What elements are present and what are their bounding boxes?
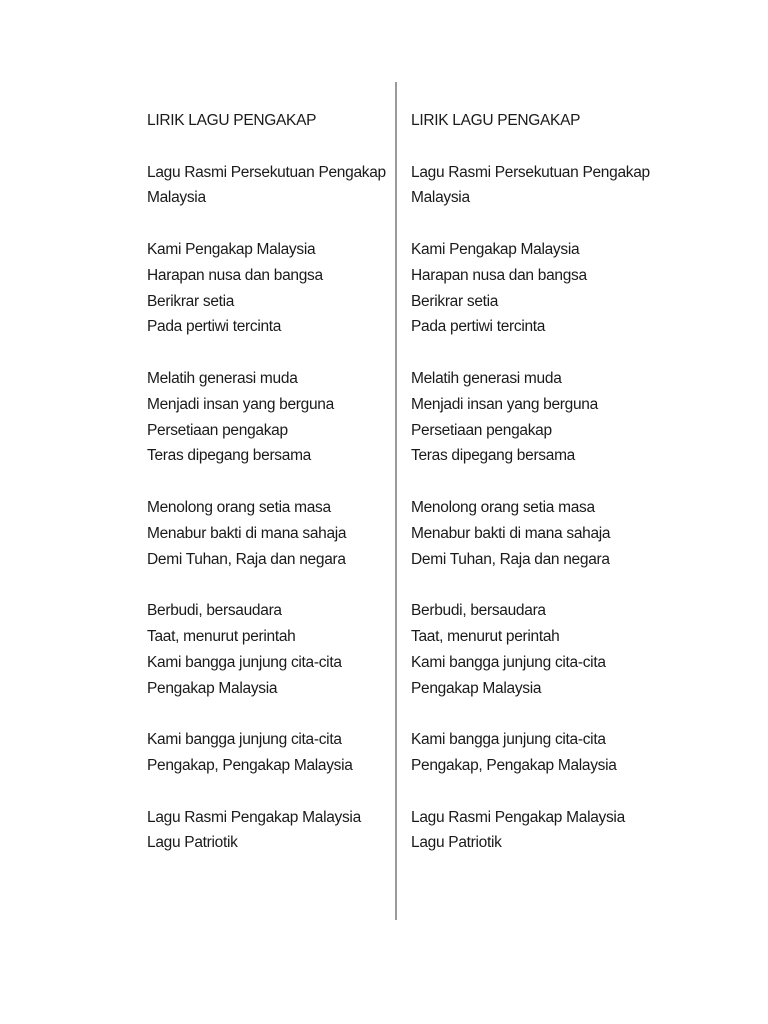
lyric-line: Demi Tuhan, Raja dan negara <box>411 550 610 568</box>
subtitle-line: Malaysia <box>411 189 470 207</box>
lyrics-title: LIRIK LAGU PENGAKAP <box>147 112 317 129</box>
lyric-line: Pada pertiwi tercinta <box>147 318 282 336</box>
stanza-6 <box>411 805 661 857</box>
lyric-line: Pengakap Malaysia <box>411 679 542 697</box>
lyric-line: Demi Tuhan, Raja dan negara <box>147 550 346 568</box>
lyric-line: Pengakap, Pengakap Malaysia <box>147 756 353 774</box>
lyric-line: Kami Pengakap Malaysia <box>147 240 316 258</box>
lyric-line: Lagu Rasmi Pengakap Malaysia <box>147 808 361 826</box>
lyrics-title: LIRIK LAGU PENGAKAP <box>411 112 581 129</box>
lyric-line: Menolong orang setia masa <box>147 498 331 516</box>
lyric-line: Persetiaan pengakap <box>411 421 552 439</box>
lyric-line: Taat, menurut perintah <box>147 627 296 645</box>
stanza-1 <box>147 237 397 340</box>
stanza-6 <box>147 805 397 857</box>
lyric-line: Menabur bakti di mana sahaja <box>147 524 347 542</box>
column-divider <box>395 82 397 920</box>
subtitle-line: Malaysia <box>147 189 206 207</box>
lyric-line: Persetiaan pengakap <box>147 421 288 439</box>
stanza-5 <box>147 727 397 779</box>
right-column <box>411 108 661 882</box>
stanza-3 <box>147 495 397 572</box>
lyric-line: Kami Pengakap Malaysia <box>411 240 580 258</box>
lyric-line: Lagu Rasmi Pengakap Malaysia <box>411 808 625 826</box>
stanza-4 <box>147 598 397 701</box>
subtitle-line: Lagu Rasmi Persekutuan Pengakap <box>147 163 386 181</box>
stanza-4 <box>411 598 661 701</box>
lyric-line: Teras dipegang bersama <box>411 447 576 465</box>
left-column <box>147 108 397 882</box>
lyric-line: Menjadi insan yang berguna <box>147 395 334 413</box>
lyric-line: Pengakap Malaysia <box>147 679 278 697</box>
lyric-line: Menolong orang setia masa <box>411 498 595 516</box>
lyric-line: Berikrar setia <box>147 292 235 310</box>
lyric-line: Taat, menurut perintah <box>411 627 560 645</box>
lyric-line: Pengakap, Pengakap Malaysia <box>411 756 617 774</box>
lyric-line: Kami bangga junjung cita-cita <box>147 653 342 671</box>
lyric-line: Lagu Patriotik <box>147 834 238 852</box>
lyric-line: Melatih generasi muda <box>411 369 562 387</box>
lyric-line: Berikrar setia <box>411 292 499 310</box>
lyrics-subtitle <box>411 160 661 212</box>
lyric-line: Berbudi, bersaudara <box>411 602 546 620</box>
lyrics-subtitle <box>147 160 397 212</box>
lyric-line: Melatih generasi muda <box>147 369 298 387</box>
stanza-5 <box>411 727 661 779</box>
lyric-line: Teras dipegang bersama <box>147 447 312 465</box>
stanza-2 <box>411 366 661 469</box>
lyric-line: Kami bangga junjung cita-cita <box>147 731 342 749</box>
lyric-line: Harapan nusa dan bangsa <box>411 266 587 284</box>
lyric-line: Harapan nusa dan bangsa <box>147 266 323 284</box>
stanza-1 <box>411 237 661 340</box>
lyric-line: Kami bangga junjung cita-cita <box>411 653 606 671</box>
lyric-line: Menabur bakti di mana sahaja <box>411 524 611 542</box>
subtitle-line: Lagu Rasmi Persekutuan Pengakap <box>411 163 650 181</box>
lyric-line: Lagu Patriotik <box>411 834 502 852</box>
lyric-line: Berbudi, bersaudara <box>147 602 282 620</box>
lyric-line: Menjadi insan yang berguna <box>411 395 598 413</box>
lyric-line: Pada pertiwi tercinta <box>411 318 546 336</box>
stanza-3 <box>411 495 661 572</box>
lyric-line: Kami bangga junjung cita-cita <box>411 731 606 749</box>
stanza-2 <box>147 366 397 469</box>
